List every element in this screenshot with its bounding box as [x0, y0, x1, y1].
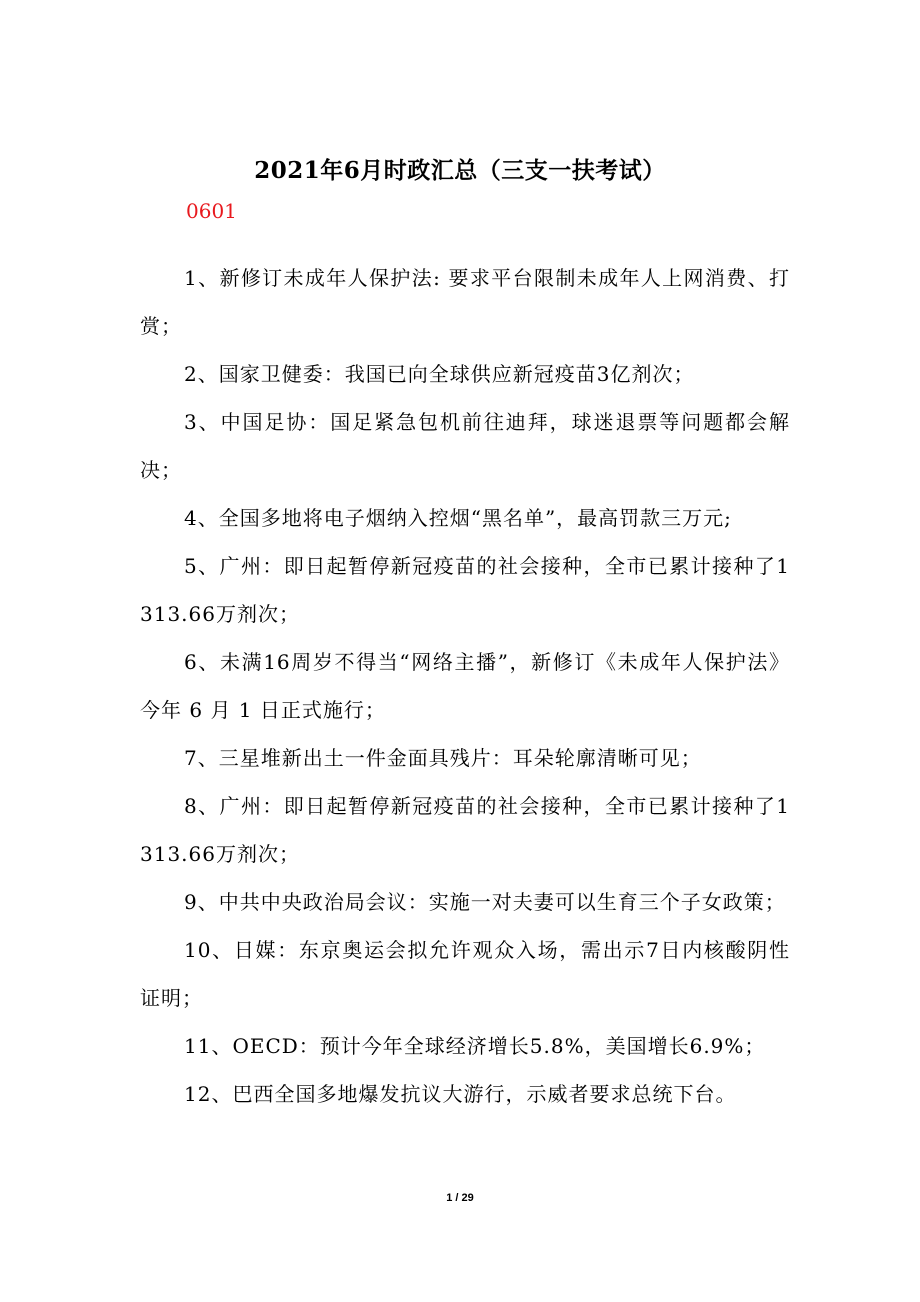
date-heading: 0601 — [186, 199, 237, 223]
page-number: 1 / 29 — [446, 1192, 474, 1204]
news-item-2: 2、国家卫健委：我国已向全球供应新冠疫苗3亿剂次； — [184, 362, 695, 386]
news-item-4: 4、全国多地将电子烟纳入控烟“黑名单”，最高罚款三万元; — [184, 506, 732, 530]
news-item-10: 10、日媒：东京奥运会拟允许观众入场，需出示7日内核酸阴性证明； — [140, 938, 790, 1010]
news-item-7: 7、三星堆新出土一件金面具残片：耳朵轮廓清晰可见； — [184, 746, 702, 770]
news-item-8: 8、广州：即日起暂停新冠疫苗的社会接种，全市已累计接种了1313.66万剂次； — [140, 794, 790, 866]
news-item-11: 11、OECD：预计今年全球经济增长5.8%，美国增长6.9%； — [184, 1034, 766, 1058]
news-list — [140, 254, 790, 1118]
news-item-3: 3、中国足协：国足紧急包机前往迪拜，球迷退票等问题都会解决； — [140, 410, 790, 482]
news-item-12: 12、巴西全国多地爆发抗议大游行，示威者要求总统下台。 — [184, 1082, 737, 1106]
document-title: 2021年6月时政汇总（三支一扶考试） — [254, 157, 666, 185]
news-item-6: 6、未满16周岁不得当“网络主播”，新修订《未成年人保护法》今年 6 月 1 日正式施行； — [140, 650, 790, 722]
news-item-5: 5、广州：即日起暂停新冠疫苗的社会接种，全市已累计接种了1313.66万剂次； — [140, 554, 790, 626]
news-item-9: 9、中共中央政治局会议：实施一对夫妻可以生育三个子女政策； — [184, 890, 786, 914]
news-item-1: 1、新修订未成年人保护法: 要求平台限制未成年人上网消费、打赏； — [140, 266, 790, 338]
